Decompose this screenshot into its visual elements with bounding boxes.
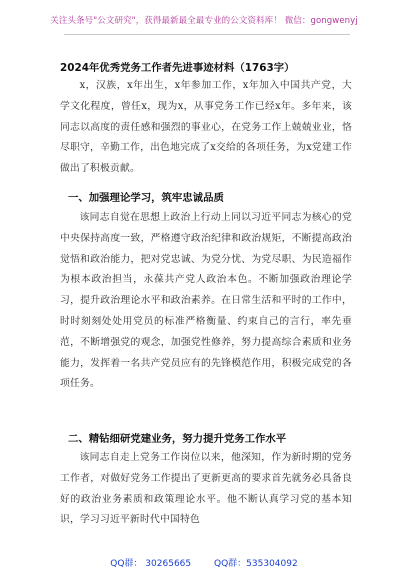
section-body-1: 该同志自觉在思想上政治上行动上同以习近平同志为核心的党中央保持高度一致，严格遵守政治纪律和政治规矩，不断提高政治觉悟和政治能力，把对党忠诚、为党分忧、为党尽职、为民造福作为根本政治担当，永葆共产党人政治本色。不断加强政治理论学习，提升政治理论水平和政治素养。在日常生活和平时的工作中，时时刻刻处处用党员的标准严格衡量、约束自己的言行，率先垂范，不断增强党的观念，加强党性修养，努力提高综合素质和业务能力，发挥着一名共产党员应有的先锋模范作用，积极完成党的各项任务。 (60, 212, 352, 390)
footer-qq-group-1: QQ群： 30265665 (110, 559, 192, 569)
document-title: 2024年优秀党务工作者先进事迹材料（1763字） (60, 62, 295, 74)
header-divider (64, 34, 350, 35)
section-body-2: 该同志自走上党务工作岗位以来，他深知，作为新时期的党务工作者，对做好党务工作提出了更新更高的要求首先就务必具备良好的政治业务素质和政策理论水平。他不断认真学习党的基本知识，学习习近平新时代中国特色 (60, 452, 352, 526)
header-banner: 关注头条号"公文研究"，获得最新最全最专业的公文资料库！ 微信：gongwenyj (50, 16, 358, 26)
section-heading-2: 二、精钻细研党建业务，努力提升党务工作水平 (68, 433, 287, 445)
footer (0, 556, 408, 569)
footer-qq-group-2: QQ群：535304092 (214, 559, 298, 569)
section-heading-1: 一、加强理论学习，筑牢忠诚品质 (68, 192, 224, 204)
intro-paragraph: x，汉族，x年出生，x年参加工作，x年加入中国共产党，大学文化程度，曾任x，现为x，从事党务工作已经x年。多年来，该同志以高度的责任感和强烈的事业心，在党务工作上兢兢业业，恪尽职守，辛勤工作，出色地完成了x交给的各项任务，为x党建工作做出了积极贡献。 (60, 80, 352, 175)
